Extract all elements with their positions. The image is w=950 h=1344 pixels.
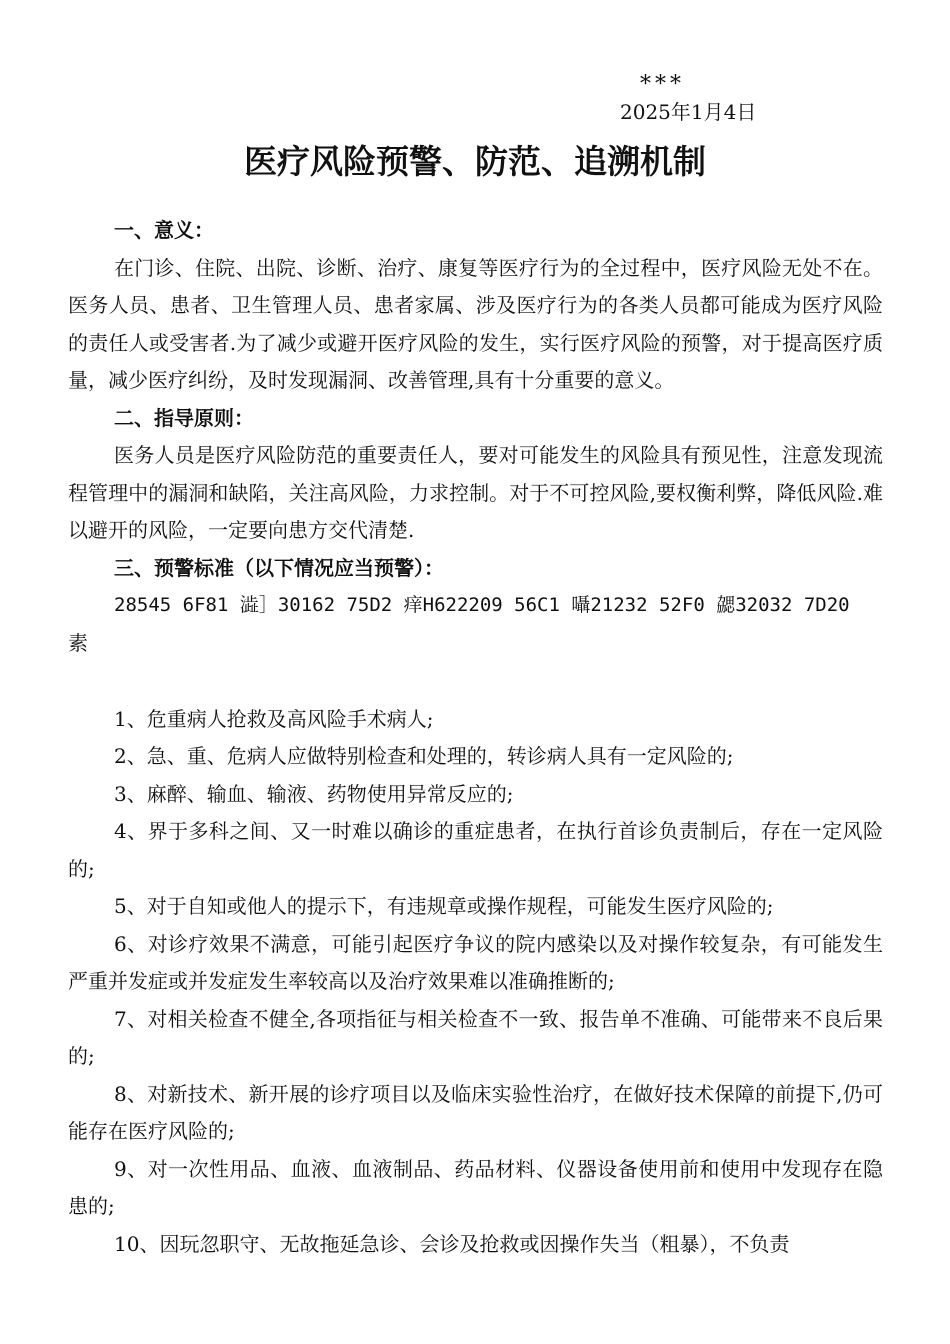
section-heading-principles: 二、指导原则：	[114, 405, 254, 430]
garbled-code-line	[68, 587, 883, 663]
header-date: 2025年1月4日	[620, 100, 757, 124]
code-trail: 素	[68, 630, 88, 655]
code-string: 28545 6F81 澁］30162 75D2 痒H622209 56C1 囁21232 52F0 勰32032 7D20	[114, 594, 850, 616]
section-paragraph: 医务人员是医疗风险防范的重要责任人，要对可能发生的风险具有预见性，注意发现流程管理中的漏洞和缺陷，关注高风险，力求控制。对于不可控风险,要权衡利弊，降低风险.难以避开的风险，一定要向患方交代清楚.	[68, 443, 883, 542]
section-heading-warning-criteria: 三、预警标准（以下情况应当预警）：	[114, 555, 444, 580]
list-item: 4、界于多科之间、又一时难以确诊的重症患者，在执行首诊负责制后，存在一定风险的;	[68, 819, 883, 881]
list-item: 10、因玩忽职守、无故拖延急诊、会诊及抢救或因操作失当（粗暴），不负责	[114, 1231, 790, 1256]
list-item: 6、对诊疗效果不满意，可能引起医疗争议的院内感染以及对操作较复杂，有可能发生严重并发症或并发症发生率较高以及治疗效果难以准确推断的;	[68, 931, 883, 993]
list-item: 7、对相关检查不健全,各项指征与相关检查不一致、报告单不准确、可能带来不良后果的;	[68, 1006, 883, 1068]
list-item: 2、急、重、危病人应做特别检查和处理的，转诊病人具有一定风险的;	[114, 744, 734, 768]
blank-line	[68, 663, 883, 701]
list-item: 8、对新技术、新开展的诊疗项目以及临床实验性治疗，在做好技术保障的前提下,仍可能存在医疗风险的;	[68, 1081, 883, 1143]
document-title: 医疗风险预警、防范、追溯机制	[244, 142, 706, 181]
list-item: 9、对一次性用品、血液、血液制品、药品材料、仪器设备使用前和使用中发现存在隐患的;	[68, 1156, 883, 1218]
list-item: 3、麻醉、输血、输液、药物使用异常反应的;	[114, 781, 514, 806]
list-item: 5、对于自知或他人的提示下，有违规章或操作规程，可能发生医疗风险的;	[114, 894, 774, 918]
header-stars: ***	[640, 72, 685, 97]
document-body	[68, 212, 883, 1263]
list-item: 1、危重病人抢救及高风险手术病人;	[114, 706, 434, 731]
section-paragraph: 在门诊、住院、出院、诊断、治疗、康复等医疗行为的全过程中，医疗风险无处不在。医务人员、患者、卫生管理人员、患者家属、涉及医疗行为的各类人员都可能成为医疗风险的责任人或受害者.为了减少或避开医疗风险的发生，实行医疗风险的预警，对于提高医疗质量，减少医疗纠纷，及时发现漏洞、改善管理,具有十分重要的意义。	[68, 255, 883, 392]
section-heading-significance: 一、意义：	[114, 218, 214, 242]
